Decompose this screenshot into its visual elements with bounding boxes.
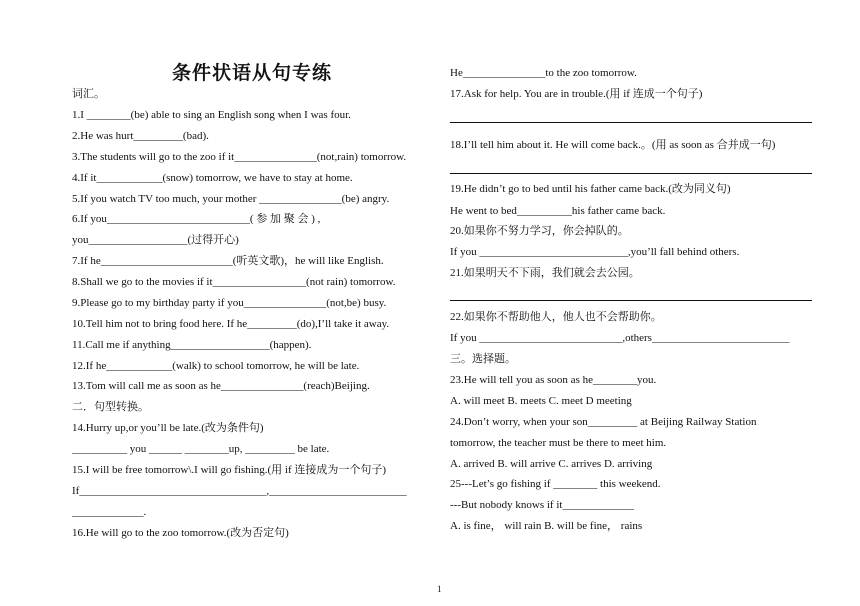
question-13: 13.Tom will call me as soon as he_______________(reach)Beijing. xyxy=(72,380,370,392)
answer-line xyxy=(450,173,812,174)
question-24-cont: tomorrow, the teacher must be there to meet him. xyxy=(450,437,667,449)
question-21: 21.如果明天不下雨，我们就会去公园。 xyxy=(450,267,640,279)
question-22-answer: If you __________________________,others_________________________ xyxy=(450,332,790,344)
page-number: 1 xyxy=(437,584,442,594)
question-9: 9.Please go to my birthday party if you_______________(not,be) busy. xyxy=(72,297,387,309)
question-8: 8.Shall we go to the movies if it_________________(not rain) tomorrow. xyxy=(72,276,396,288)
question-23: 23.He will tell you as soon as he________you. xyxy=(450,374,657,386)
question-16: 16.He will go to the zoo tomorrow.(改为否定句) xyxy=(72,527,289,539)
question-16-answer: He_______________to the zoo tomorrow. xyxy=(450,67,637,79)
question-25: 25---Let’s go fishing if ________ this weekend. xyxy=(450,478,661,490)
question-15: 15.I will be free tomorrow\.I will go fishing.(用 if 连接成为一个句子) xyxy=(72,464,387,476)
question-4: 4.If it____________(snow) tomorrow, we have to stay at home. xyxy=(72,172,353,184)
question-7: 7.If he________________________(听英文歌)，he will like English. xyxy=(72,255,384,267)
question-15-answer-cont: _____________. xyxy=(72,506,147,518)
question-1: 1.I ________(be) able to sing an English song when I was four. xyxy=(72,109,351,121)
question-20-answer: If you ___________________________,you’ll fall behind others. xyxy=(450,246,740,258)
question-2: 2.He was hurt_________(bad). xyxy=(72,130,209,142)
question-17: 17.Ask for help. You are in trouble.(用 if 连成一个句子) xyxy=(450,88,703,100)
question-19: 19.He didn’t go to bed until his father came back.(改为同义句) xyxy=(450,183,731,195)
question-18: 18.I’ll tell him about it. He will come back.。(用 as soon as 合并成一句) xyxy=(450,139,776,151)
section-vocab-heading: 词汇。 xyxy=(72,88,105,100)
section-3-heading: 三。选择题。 xyxy=(450,353,516,365)
question-23-options: A. will meet B. meets C. meet D meeting xyxy=(450,395,632,407)
question-11: 11.Call me if anything__________________(happen). xyxy=(72,339,312,351)
question-20: 20.如果你不努力学习，你会掉队的。 xyxy=(450,225,629,237)
question-12: 12.If he____________(walk) to school tomorrow, he will be late. xyxy=(72,360,360,372)
question-10: 10.Tell him not to bring food here. If he_________(do),I’ll take it away. xyxy=(72,318,390,330)
question-5: 5.If you watch TV too much, your mother _______________(be) angry. xyxy=(72,193,390,205)
question-25-cont: ---But nobody knows if it_____________ xyxy=(450,499,634,511)
question-3: 3.The students will go to the zoo if it_______________(not,rain) tomorrow. xyxy=(72,151,407,163)
section-2-heading: 二．句型转换。 xyxy=(72,401,149,413)
question-14: 14.Hurry up,or you’ll be late.(改为条件句) xyxy=(72,422,264,434)
question-6: 6.If you__________________________( 参 加 聚 会 ) , xyxy=(72,213,321,225)
question-24: 24.Don’t worry, when your son_________ at Beijing Railway Station xyxy=(450,416,757,428)
question-14-answer: __________ you ______ ________up, _________ be late. xyxy=(72,443,330,455)
question-25-options: A. is fine， will rain B. will be fine， rains xyxy=(450,520,643,532)
question-24-options: A. arrived B. will arrive C. arrives D. arriving xyxy=(450,458,653,470)
answer-line xyxy=(450,122,812,123)
worksheet-title: 条件状语从句专练 xyxy=(172,62,333,84)
question-6-cont: you__________________(过得开心) xyxy=(72,234,239,246)
question-22: 22.如果你不帮助他人，他人也不会帮助你。 xyxy=(450,311,662,323)
question-15-answer: If__________________________________,_________________________ xyxy=(72,485,407,497)
question-19-answer: He went to bed__________his father came back. xyxy=(450,205,666,217)
answer-line xyxy=(450,300,812,301)
